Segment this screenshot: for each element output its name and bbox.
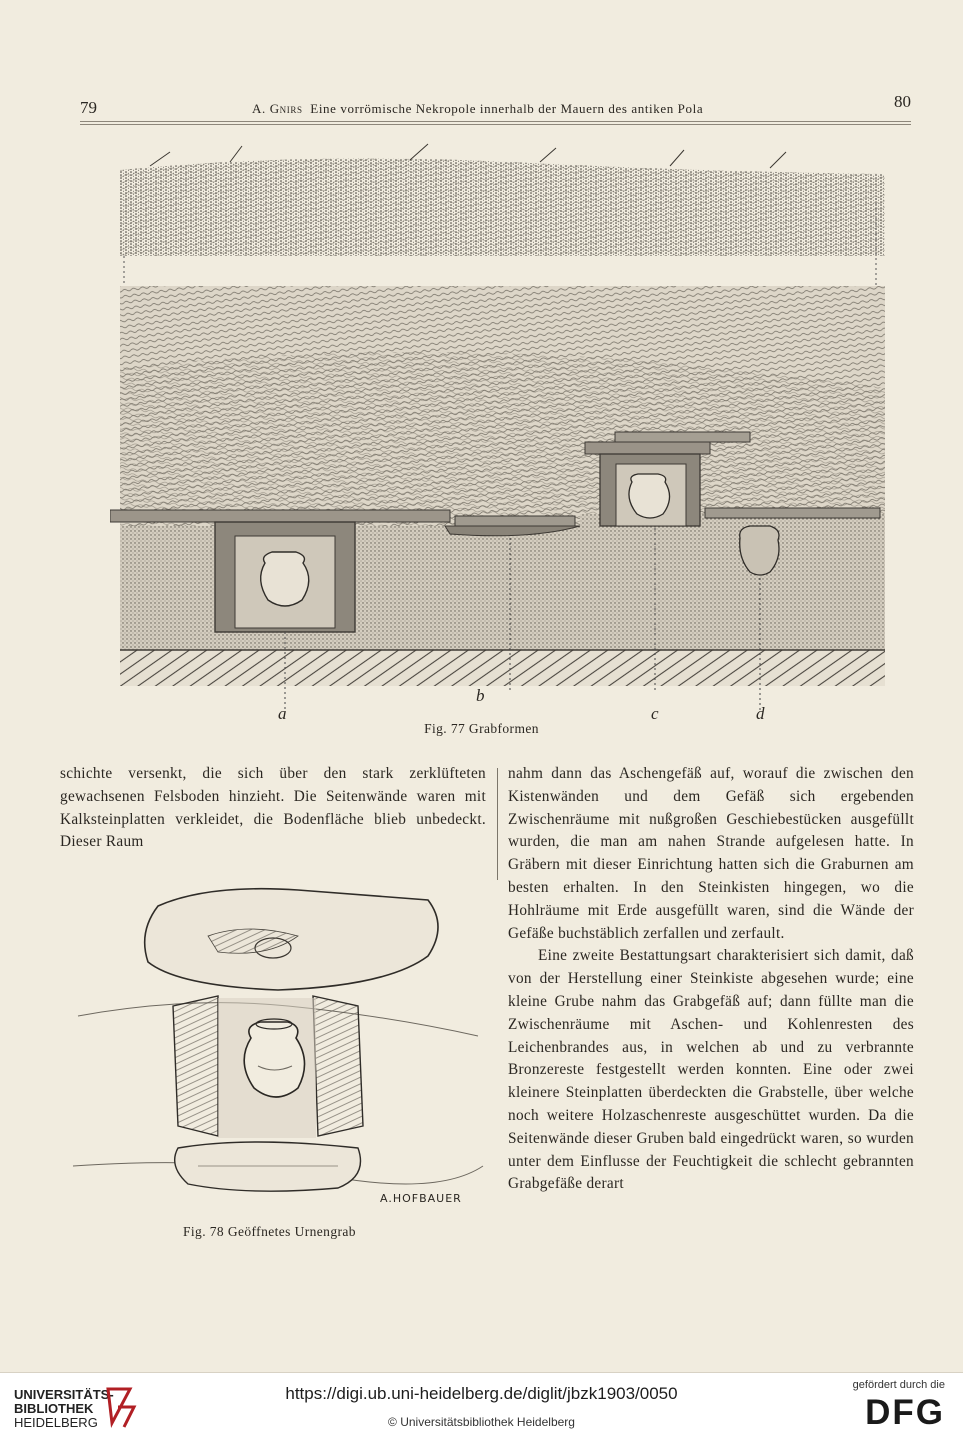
figure-78-caption: Fig. 78 Geöffnetes Urnengrab — [183, 1224, 356, 1239]
header-rule — [80, 121, 911, 122]
copyright-notice: © Universitätsbibliothek Heidelberg — [388, 1415, 575, 1429]
column-divider — [497, 768, 498, 880]
page-number-right: 80 — [894, 92, 911, 111]
artist-signature: A.HOFBAUER — [380, 1192, 462, 1205]
header-rule-double — [80, 124, 911, 125]
right-paragraph-2: Eine zweite Bestattungsart charakterisiert sich damit, daß von der Herstellung einer Steinkiste abgesehen wurde; eine kleine Grube nahm das Grabgefäß auf; dann füllte man die Zwischenräume mit Aschen- und Kohlenresten des Leichenbrandes aus, in welchen ab und zu verbrannte Bronzereste festgestellt werden konnten. Eine oder zwei kleinere Steinplatten überdeckten die Grabstelle, über welche noch weitere Holzaschenreste ausgeschüttet wurden. Da die Seitenwände dieser Gruben bald eingedrückt waren, so wurden unter dem Einflusse der Feuchtigkeit die schlecht gebrannten Grabgefäße derart — [508, 947, 914, 1193]
urn-grave-sketch — [68, 866, 488, 1216]
figure-label-a: a — [278, 704, 287, 723]
viewer-footer — [0, 1372, 963, 1441]
right-column-text — [508, 763, 914, 1196]
permalink-url[interactable]: https://digi.ub.uni-heidelberg.de/diglit/jbzk1903/0050 — [285, 1384, 678, 1403]
running-header — [80, 92, 911, 122]
figure-78-opened-urn-grave — [68, 866, 488, 1216]
running-title — [252, 101, 703, 117]
author-name: A. Gnirs — [252, 101, 303, 116]
figure-77-grave-forms — [110, 138, 890, 738]
figure-label-d: d — [756, 704, 765, 723]
library-name-line-3: HEIDELBERG — [14, 1415, 98, 1430]
left-paragraph: schichte versenkt, die sich über den stark zerklüfteten gewachsenen Felsboden hinzieht. Die Seitenwände waren mit Kalksteinplatten verkleidet, die Bodenfläche blieb unbedeckt. Dieser Raum — [60, 765, 486, 851]
left-column-text — [60, 763, 486, 854]
figure-label-b: b — [476, 686, 485, 705]
page-number-left: 79 — [80, 98, 97, 117]
dfg-logo[interactable]: DFG — [865, 1393, 945, 1432]
sponsor-note: gefördert durch die — [852, 1379, 945, 1391]
figure-77-caption: Fig. 77 Grabformen — [424, 721, 539, 736]
article-title: Eine vorrömische Nekropole innerhalb der Mauern des antiken Pola — [310, 101, 704, 116]
figure-label-c: c — [651, 704, 659, 723]
right-paragraph-1: nahm dann das Aschengefäß auf, worauf die zwischen den Kistenwänden und dem Gefäß sich ergebenden Zwischenräume mit nußgroßen Geschiebestücken ausgefüllt wurden, die man am nahen Strande aufgelesen hatte. In Gräbern mit dieser Einrichtung hatten sich die Graburnen am besten erhalten. In den Steinkisten hingegen, wo die Hohlräume mit Erde ausgefüllt waren, sind die Wände der Gefäße buchstäblich zerfallen und zerfault. — [508, 765, 914, 942]
library-name-line-1: UNIVERSITÄTS- — [14, 1387, 114, 1402]
library-name-line-2: BIBLIOTHEK — [14, 1401, 94, 1416]
grave-section-illustration — [110, 138, 890, 738]
